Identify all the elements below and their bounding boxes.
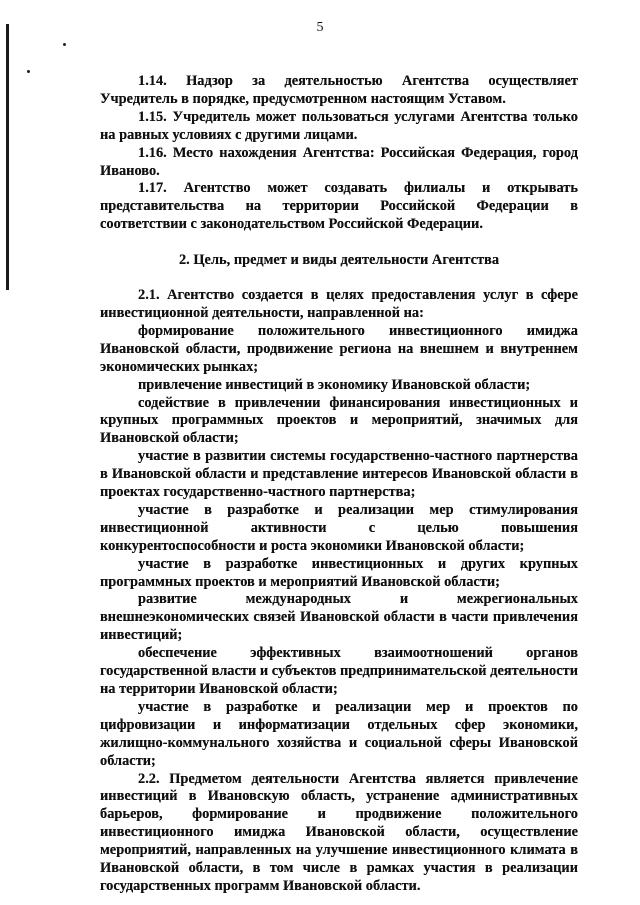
clause-1-15: 1.15. Учредитель может пользоваться услугами Агентства только на равных условиях с другими лицами.	[100, 108, 578, 143]
section-2-heading: 2. Цель, предмет и виды деятельности Агентства	[178, 252, 500, 269]
goal-item: участие в разработке и реализации мер и проектов по цифровизации и информатизации отдельных сфер экономики, жилищно-коммунального хозяйства и социальной сферы Ивановской области;	[100, 698, 578, 769]
goal-item: содействие в привлечении финансирования инвестиционных и крупных программных проектов и мероприятий, значимых для Ивановской области;	[100, 394, 578, 447]
goal-item: привлечение инвестиций в экономику Ивановской области;	[138, 376, 531, 393]
clause-2-1-intro: 2.1. Агентство создается в целях предоставления услуг в сфере инвестиционной деятельности, направленной на:	[100, 287, 578, 321]
goal-item: участие в развитии системы государственно-частного партнерства в Ивановской области и представление интересов Ивановской области в проектах государственно-частного партнерства;	[100, 448, 578, 501]
goal-item: участие в разработке и реализации мер стимулирования инвестиционной активности с целью повышения конкурентоспособности и роста экономики Ивановской области;	[100, 501, 578, 554]
scan-speck	[63, 43, 66, 46]
goal-item: участие в разработке инвестиционных и других крупных программных проектов и мероприятий Ивановской области;	[100, 555, 578, 590]
scan-margin-bar	[6, 24, 9, 290]
goal-item: развитие международных и межрегиональных внешнеэкономических связей Ивановской области в части привлечения инвестиций;	[100, 591, 578, 644]
page-number: 5	[316, 20, 324, 35]
clause-1-14: 1.14. Надзор за деятельностью Агентства осуществляет Учредитель в порядке, предусмотренном настоящим Уставом.	[100, 73, 578, 107]
document-body	[100, 73, 578, 896]
goal-item: обеспечение эффективных взаимоотношений органов государственной власти и субъектов предпринимательской деятельности на территории Ивановской области;	[100, 645, 578, 697]
scan-speck	[27, 70, 30, 73]
goal-item: формирование положительного инвестиционного имиджа Ивановской области, продвижение региона на внешнем и внутреннем экономических рынках;	[100, 322, 578, 375]
clause-1-16: 1.16. Место нахождения Агентства: Российская Федерация, город Иваново.	[100, 144, 578, 179]
clause-1-17: 1.17. Агентство может создавать филиалы и открывать представительства на территории Российской Федерации в соответствии с законодательством Российской Федерации.	[100, 180, 578, 233]
clause-2-2: 2.2. Предметом деятельности Агентства является привлечение инвестиций в Ивановскую область, устранение административных барьеров, формирование и продвижение положительного инвестиционного имиджа Ивановской области, осуществление мероприятий, направленных на улучшение инвестиционного климата в Ивановской области, в том числе в рамках участия в реализации государственных программ Ивановской области.	[100, 770, 578, 894]
